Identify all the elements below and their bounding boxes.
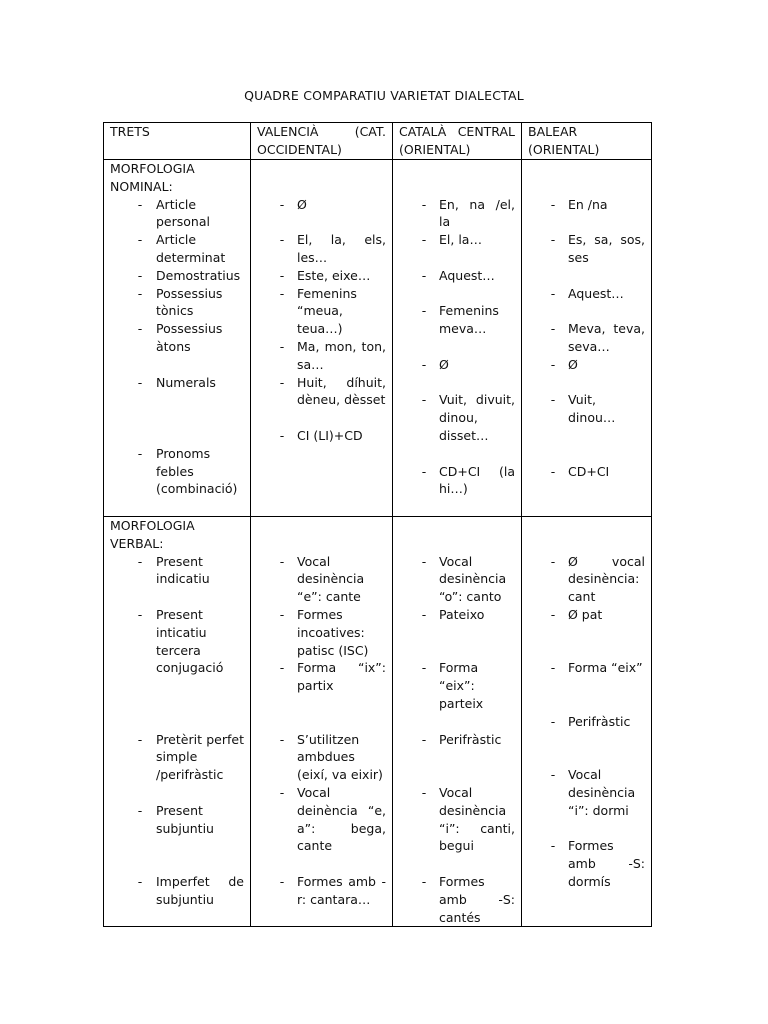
list-item: - Pretèrit perfet simple /perifràstic [137,731,244,783]
header-label: CATALÀ CENTRAL (ORIENTAL) [399,124,515,157]
list-item: - Femenins “meua, teua…) [279,285,357,337]
list-item: - Es, sa, sos, ses [550,232,645,265]
list-item: - Vuit, divuit, dinou, disset… [421,392,515,443]
list-item: - Present subjuntiu [137,802,214,836]
nominal-traits-cell [104,160,251,517]
list-item: - Formes amb -S: cantés [421,873,515,925]
list-item: - Numerals [137,374,216,390]
list-item: - Vocal desinència “e”: cante [279,553,365,605]
list-item: - Forma “eix” [550,660,643,676]
list-item: - Ø [279,196,307,212]
section-heading: MORFOLOGIA VERBAL: [110,518,195,551]
list-item: - Huit, díhuit, dèneu, dèsset [279,374,386,408]
list-item: - Formes incoatives: patisc (ISC) [279,606,369,658]
list-item: - En /na [550,196,608,212]
list-item: - El, la, els, les… [279,232,386,265]
document-title: QUADRE COMPARATIU VARIETAT DIALECTAL [244,88,524,103]
list-item: - Ø [550,356,578,372]
list-item: - CD+CI (la hi…) [421,463,515,497]
header-valencia [251,123,393,160]
list-item: - Pateixo [421,606,485,622]
list-item: - Formes amb -S: dormís [550,838,645,889]
list-item: - Vuit, dinou… [550,392,616,426]
header-label: BALEAR (ORIENTAL) [528,124,600,157]
nominal-balear-cell [522,160,652,517]
list-item: - Article determinat [137,232,226,265]
section-heading: MORFOLOGIA NOMINAL: [110,161,195,194]
list-item: - Demostratius [137,267,241,283]
list-item: - S’utilitzen ambdues (eixí, va eixir) [279,731,383,783]
header-balear [522,123,652,160]
header-row [104,123,652,160]
list-item: - Ø vocal desinència: cant [550,553,645,605]
list-item: - Vocal desinència “o”: canto [421,553,507,605]
list-item: - Forma “eix”: parteix [421,660,484,711]
list-item: - Present inticatiu tercera conjugació [137,606,224,676]
list-item: - El, la… [421,232,482,248]
header-catala-central [393,123,522,160]
list-item: - CD+CI [550,463,610,479]
list-item: - Perifràstic [421,731,502,747]
list-item: - Este, eixe… [279,267,371,283]
comparison-table [103,122,652,927]
list-item: - Present indicatiu [137,553,210,587]
list-item: - Aquest… [550,285,624,301]
list-item: - Article personal [137,196,210,230]
header-trets [104,123,251,160]
verbal-catala-cell [393,517,522,927]
list-item: - Formes amb -r: cantara… [279,873,386,907]
verbal-balear-cell [522,517,652,927]
header-label: TRETS [110,124,150,139]
list-item: - Pronoms febles (combinació) [137,445,238,497]
nominal-catala-cell [393,160,522,517]
list-item: - Vocal desinència “i”: canti, begui [421,784,515,854]
header-label: VALENCIÀ (CAT. OCCIDENTAL) [257,124,386,157]
nominal-row [104,160,652,517]
list-item: - Possessius tònics [137,285,223,319]
list-item: - Meva, teva, seva… [550,321,645,354]
nominal-valencia-cell [251,160,393,517]
list-item: - Possessius àtons [137,321,223,354]
verbal-row [104,517,652,927]
verbal-traits-cell [104,517,251,927]
list-item: - Perifràstic [550,713,631,729]
list-item: - Imperfet de subjuntiu [137,873,244,907]
list-item: - Vocal desinència “i”: dormi [550,767,636,818]
list-item: - Ø [421,356,449,372]
list-item: - Ø pat [550,606,603,622]
list-item: - Aquest… [421,267,495,283]
list-item: - Vocal deinència “e, a”: bega, cante [279,784,386,854]
list-item: - Femenins meva… [421,303,499,337]
list-item: - Ma, mon, ton, sa… [279,338,386,372]
list-item: - CI (LI)+CD [279,427,363,443]
list-item: - Forma “ix”: partix [279,660,386,694]
verbal-valencia-cell [251,517,393,927]
list-item: - En, na /el, la [421,196,515,230]
